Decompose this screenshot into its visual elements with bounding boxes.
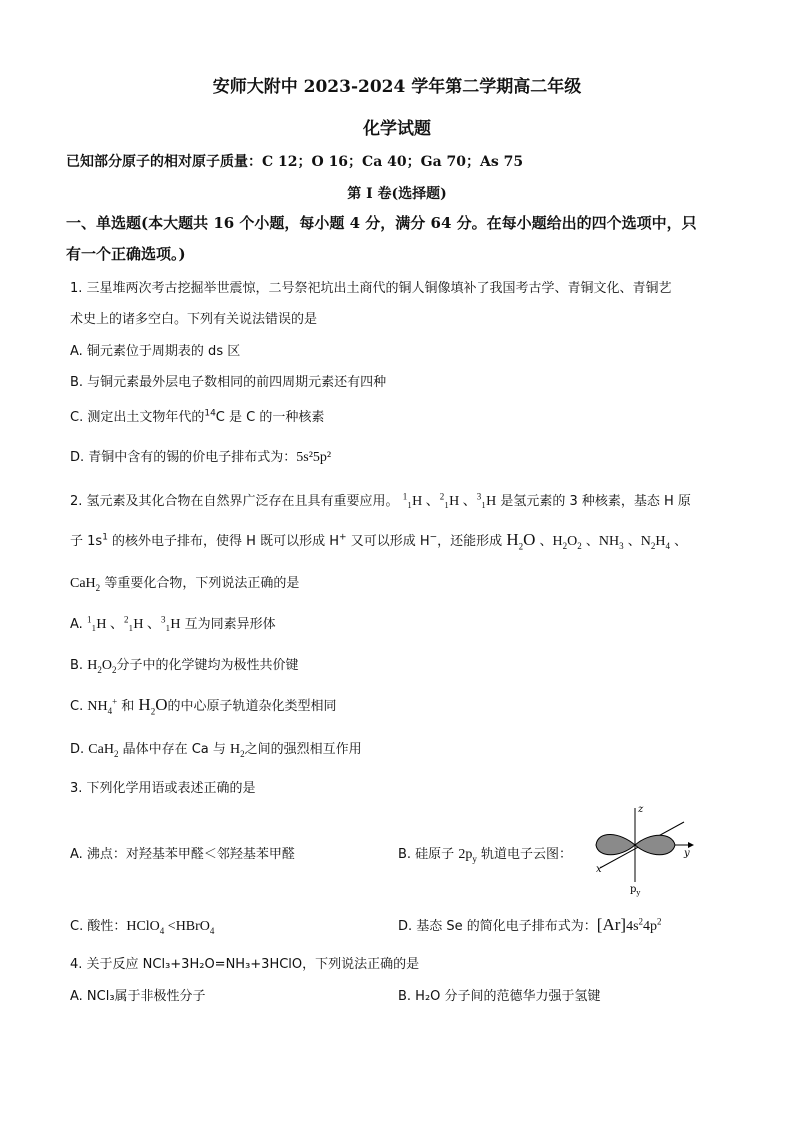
- orbital-label: $p_y$: [630, 884, 641, 897]
- q2-stem-line3: CaH$_2$ 等重要化合物，下列说法正确的是: [70, 576, 300, 593]
- q2-option-c: C. $NH_4^+$ 和 $H_2O$的中心原子轨道杂化类型相同: [70, 695, 337, 717]
- q4-option-a: A. NCl₃属于非极性分子: [70, 989, 206, 1004]
- q3-option-d: D. 基态 Se 的简化电子排布式为：$[Ar]4s^24p^2$: [398, 915, 662, 934]
- q2-stem-line1: 2. 氢元素及其化合物在自然界广泛存在且具有重要应用。 $^1$₁H 、$^2$₁H 、$^3$₁H 是氢元素的 3 种核素，基态 H 原: [70, 491, 691, 509]
- section-heading-line2: 有一个正确选项。): [66, 245, 186, 263]
- q3-stem: 3. 下列化学用语或表述正确的是: [70, 781, 256, 796]
- q2-option-b: B. $H_2O_2$分子中的化学键均为极性共价键: [70, 658, 299, 675]
- z-axis-label: z: [638, 804, 644, 815]
- q2-stem-line2: 子 $1s^1$ 的核外电子排布，使得 H 既可以形成 H+ 又可以形成 H−，还能形成 $H_2O$ 、$H_2O_2$ 、$NH_3$ 、$N_2H_4$ 、: [70, 530, 688, 552]
- orbital-lobe-right: [635, 835, 675, 855]
- volume-heading: 第 I 卷(选择题): [347, 186, 447, 202]
- x-axis-label: x: [596, 864, 602, 875]
- q1-option-a: A. 铜元素位于周期表的 ds 区: [70, 344, 241, 359]
- q2-option-d: D. CaH$_2$ 晶体中存在 Ca 与 $H_2$之间的强烈相互作用: [70, 742, 362, 759]
- exam-subtitle: 化学试题: [363, 119, 431, 139]
- y-axis-label: y: [684, 848, 690, 859]
- q1-option-b: B. 与铜元素最外层电子数相同的前四周期元素还有四种: [70, 375, 387, 390]
- q3-option-a: A. 沸点：对羟基苯甲醛＜邻羟基苯甲醛: [70, 847, 295, 862]
- q1-stem-line1: 1. 三星堆两次考古挖掘举世震惊，二号祭祀坑出土商代的铜人铜像填补了我国考古学、青铜文化、青铜艺: [70, 281, 672, 296]
- q3-option-b: B. 硅原子 $2p_y$ 轨道电子云图：: [398, 847, 572, 864]
- section-heading-line1: 一、单选题(本大题共 16 个小题，每小题 4 分，满分 64 分。在每小题给出的四个选项中，只: [66, 214, 697, 232]
- q3-option-c: C. 酸性：HClO$_4$ <HBrO$_4$: [70, 919, 215, 936]
- q1-stem-line2: 术史上的诸多空白。下列有关说法错误的是: [70, 312, 318, 327]
- q4-stem: 4. 关于反应 NCl₃+3H₂O=NH₃+3HClO，下列说法正确的是: [70, 957, 420, 972]
- q1-option-d: D. 青铜中含有的锡的价电子排布式为：5s²5p²: [70, 450, 332, 465]
- q1-option-c: C. 测定出土文物年代的$^{14}$C 是 C 的一种核素: [70, 408, 325, 425]
- atomic-masses: 已知部分原子的相对原子质量：C 12；O 16；Ca 40；Ga 70；As 75: [66, 154, 524, 170]
- p-orbital-diagram: [580, 800, 700, 900]
- q2-option-a: A. $^1$₁H 、$^2$₁H 、$^3$₁H 互为同素异形体: [70, 614, 276, 632]
- exam-title: 安师大附中 2023-2024 学年第二学期高二年级: [212, 77, 582, 97]
- q4-option-b: B. H₂O 分子间的范德华力强于氢键: [398, 989, 601, 1004]
